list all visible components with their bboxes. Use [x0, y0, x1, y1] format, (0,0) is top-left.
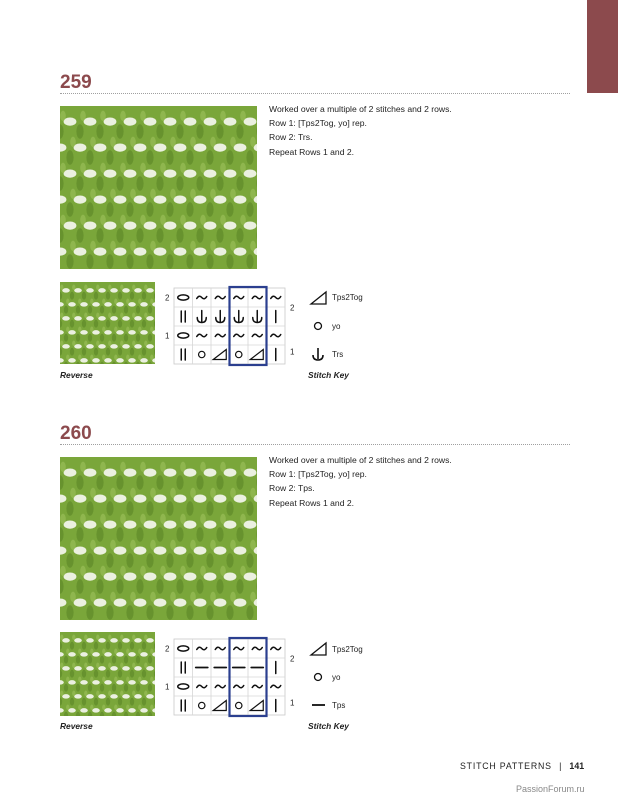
- reverse-swatch-photo: [60, 632, 155, 716]
- reverse-caption: Reverse: [60, 370, 93, 380]
- page-footer: [460, 761, 584, 771]
- swatch-photo: [60, 106, 257, 269]
- stitch-key-caption: Stitch Key: [308, 721, 349, 731]
- instruction-line: Row 2: Tps.: [269, 483, 315, 494]
- key-label: Tps2Tog: [332, 645, 363, 654]
- pattern-number: 259: [60, 72, 92, 93]
- stitch-chart: [160, 288, 305, 368]
- pattern-instructions: [269, 453, 452, 510]
- pattern-instructions: [269, 102, 452, 159]
- reverse-caption: Reverse: [60, 721, 93, 731]
- stitch-chart-grid: [160, 639, 305, 719]
- tps2tog-triangle-icon: [309, 641, 329, 657]
- instruction-line: Row 2: Trs.: [269, 132, 313, 143]
- instruction-line: Worked over a multiple of 2 stitches and 2 rows.: [269, 104, 452, 114]
- key-label: Tps2Tog: [332, 293, 363, 302]
- stitch-key-caption: Stitch Key: [308, 370, 349, 380]
- row-label: 2: [165, 293, 170, 303]
- instruction-line: Worked over a multiple of 2 stitches and 2 rows.: [269, 455, 452, 465]
- section-divider: [60, 444, 570, 445]
- key-label: Tps: [332, 701, 346, 710]
- yo-circle-icon: [309, 669, 329, 685]
- section-divider: [60, 93, 570, 94]
- swatch-texture: [60, 457, 257, 620]
- page-number: 141: [569, 761, 585, 771]
- row-label: 2: [165, 644, 170, 654]
- footer-separator: |: [559, 761, 563, 771]
- instruction-line: Row 1: [Tps2Tog, yo] rep.: [269, 469, 367, 480]
- reverse-swatch-photo: [60, 282, 155, 364]
- stitch-chart: [160, 639, 305, 719]
- row-label: 2: [290, 303, 295, 313]
- watermark: PassionForum.ru: [516, 784, 585, 794]
- tps-dash-icon: [309, 697, 329, 713]
- chapter-tab: [587, 0, 618, 93]
- row-label: 2: [290, 654, 295, 664]
- trs-anchor-icon: [309, 346, 329, 362]
- row-label: 1: [165, 331, 170, 341]
- key-label: yo: [332, 322, 341, 331]
- row-label: 1: [290, 698, 295, 708]
- tps2tog-triangle-icon: [309, 290, 329, 306]
- instruction-line: Repeat Rows 1 and 2.: [269, 497, 355, 508]
- swatch-photo: [60, 457, 257, 620]
- instruction-line: Row 1: [Tps2Tog, yo] rep.: [269, 118, 367, 129]
- swatch-texture: [60, 106, 257, 269]
- swatch-texture: [60, 282, 155, 364]
- key-label: yo: [332, 673, 341, 682]
- row-label: 1: [290, 347, 295, 357]
- yo-circle-icon: [309, 318, 329, 334]
- pattern-number: 260: [60, 423, 92, 444]
- stitch-chart-grid: [160, 288, 305, 368]
- footer-section: STITCH PATTERNS: [460, 761, 552, 771]
- instruction-line: Repeat Rows 1 and 2.: [269, 146, 355, 157]
- row-label: 1: [165, 682, 170, 692]
- swatch-texture: [60, 632, 155, 716]
- key-label: Trs: [332, 350, 344, 359]
